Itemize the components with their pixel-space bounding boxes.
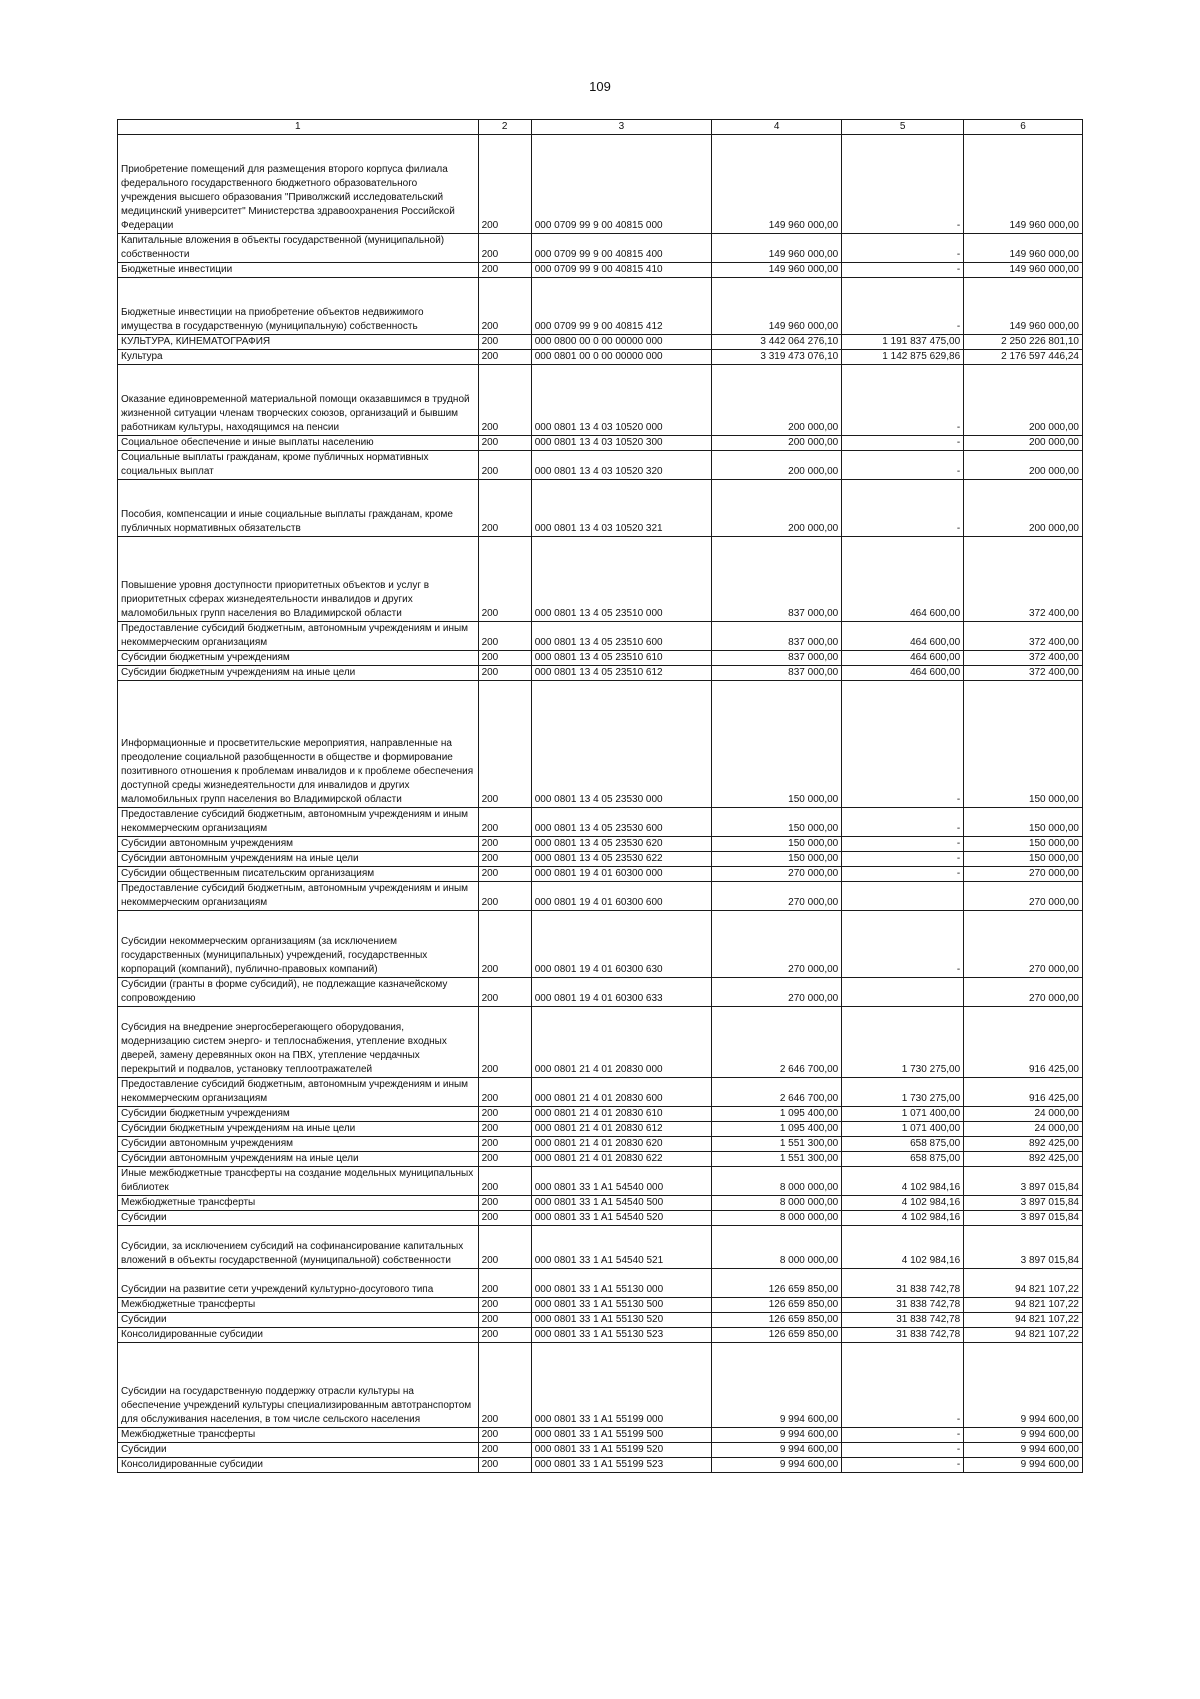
row-value-col6: 200 000,00 bbox=[964, 451, 1083, 480]
row-value-col6: 916 425,00 bbox=[964, 1007, 1083, 1078]
row-name-cell: Межбюджетные трансферты bbox=[118, 1428, 479, 1443]
row-name-cell: Субсидия на внедрение энергосберегающего оборудования, модернизацию систем энерго- и теплоснабжения, утепление входных дверей, замену деревянных окон на ПВХ, утепление чердачных перекрытий и подвалов, установку теплоотражателей bbox=[118, 1007, 479, 1078]
row-value-col6: 150 000,00 bbox=[964, 808, 1083, 837]
row-value-col5: 1 142 875 629,86 bbox=[842, 350, 964, 365]
row-value-col4: 126 659 850,00 bbox=[711, 1328, 841, 1343]
row-value-col5: - bbox=[842, 867, 964, 882]
row-name-cell: Предоставление субсидий бюджетным, автономным учреждениям и иным некоммерческим организациям bbox=[118, 1078, 479, 1107]
table-row bbox=[118, 335, 1083, 350]
row-value-col4: 1 095 400,00 bbox=[711, 1122, 841, 1137]
row-value-col6: 3 897 015,84 bbox=[964, 1211, 1083, 1226]
table-header bbox=[118, 120, 1083, 135]
row-value-col4: 837 000,00 bbox=[711, 537, 841, 622]
table-body bbox=[118, 135, 1083, 1473]
table-row bbox=[118, 1211, 1083, 1226]
row-code-cell: 200 bbox=[478, 1196, 531, 1211]
row-value-col4: 149 960 000,00 bbox=[711, 234, 841, 263]
row-name-cell: КУЛЬТУРА, КИНЕМАТОГРАФИЯ bbox=[118, 335, 479, 350]
row-name-cell: Культура bbox=[118, 350, 479, 365]
row-kbk-cell: 000 0801 13 4 05 23510 000 bbox=[531, 537, 711, 622]
table-row bbox=[118, 1167, 1083, 1196]
row-value-col5: 4 102 984,16 bbox=[842, 1211, 964, 1226]
row-name-cell: Субсидии автономным учреждениям bbox=[118, 1137, 479, 1152]
row-value-col6: 2 250 226 801,10 bbox=[964, 335, 1083, 350]
row-name-cell: Предоставление субсидий бюджетным, автономным учреждениям и иным некоммерческим организациям bbox=[118, 622, 479, 651]
row-value-col5: - bbox=[842, 1428, 964, 1443]
row-value-col5 bbox=[842, 978, 964, 1007]
row-name-cell: Капитальные вложения в объекты государственной (муниципальной) собственности bbox=[118, 234, 479, 263]
row-value-col6: 24 000,00 bbox=[964, 1122, 1083, 1137]
row-value-col6: 24 000,00 bbox=[964, 1107, 1083, 1122]
row-value-col5: - bbox=[842, 436, 964, 451]
row-kbk-cell: 000 0801 13 4 05 23510 612 bbox=[531, 666, 711, 681]
row-code-cell: 200 bbox=[478, 1152, 531, 1167]
row-value-col4: 150 000,00 bbox=[711, 852, 841, 867]
column-header-4: 4 bbox=[711, 120, 841, 135]
row-code-cell: 200 bbox=[478, 651, 531, 666]
row-code-cell: 200 bbox=[478, 263, 531, 278]
row-value-col5: 464 600,00 bbox=[842, 666, 964, 681]
row-code-cell: 200 bbox=[478, 1078, 531, 1107]
row-value-col5: 31 838 742,78 bbox=[842, 1328, 964, 1343]
table-row bbox=[118, 1458, 1083, 1473]
row-kbk-cell: 000 0709 99 9 00 40815 000 bbox=[531, 135, 711, 234]
row-name-cell: Субсидии bbox=[118, 1443, 479, 1458]
column-header-3: 3 bbox=[531, 120, 711, 135]
row-value-col6: 94 821 107,22 bbox=[964, 1269, 1083, 1298]
row-value-col6: 372 400,00 bbox=[964, 666, 1083, 681]
row-kbk-cell: 000 0801 13 4 05 23510 600 bbox=[531, 622, 711, 651]
row-value-col4: 200 000,00 bbox=[711, 365, 841, 436]
row-value-col5: 658 875,00 bbox=[842, 1152, 964, 1167]
row-code-cell: 200 bbox=[478, 1226, 531, 1269]
row-kbk-cell: 000 0801 13 4 03 10520 300 bbox=[531, 436, 711, 451]
row-value-col6: 3 897 015,84 bbox=[964, 1226, 1083, 1269]
row-value-col6: 270 000,00 bbox=[964, 911, 1083, 978]
row-kbk-cell: 000 0801 13 4 05 23530 620 bbox=[531, 837, 711, 852]
row-value-col6: 916 425,00 bbox=[964, 1078, 1083, 1107]
table-row bbox=[118, 837, 1083, 852]
table-row bbox=[118, 365, 1083, 436]
table-row bbox=[118, 480, 1083, 537]
row-kbk-cell: 000 0800 00 0 00 00000 000 bbox=[531, 335, 711, 350]
row-value-col6: 200 000,00 bbox=[964, 480, 1083, 537]
row-value-col5: - bbox=[842, 852, 964, 867]
row-value-col4: 8 000 000,00 bbox=[711, 1226, 841, 1269]
row-code-cell: 200 bbox=[478, 436, 531, 451]
row-value-col5: - bbox=[842, 911, 964, 978]
row-code-cell: 200 bbox=[478, 1343, 531, 1428]
row-name-cell: Субсидии общественным писательским организациям bbox=[118, 867, 479, 882]
row-name-cell: Информационные и просветительские мероприятия, направленные на преодоление социальной разобщенности в обществе и формирование позитивного отношения к проблемам инвалидов и к проблеме обеспечения доступной среды жизнедеятельности для инвалидов и других маломобильных групп населения во Владимирской области bbox=[118, 681, 479, 808]
row-kbk-cell: 000 0709 99 9 00 40815 400 bbox=[531, 234, 711, 263]
row-code-cell: 200 bbox=[478, 1269, 531, 1298]
row-value-col6: 3 897 015,84 bbox=[964, 1196, 1083, 1211]
row-code-cell: 200 bbox=[478, 335, 531, 350]
table-row bbox=[118, 1443, 1083, 1458]
row-value-col4: 9 994 600,00 bbox=[711, 1428, 841, 1443]
row-name-cell: Субсидии на развитие сети учреждений культурно-досугового типа bbox=[118, 1269, 479, 1298]
row-kbk-cell: 000 0801 33 1 A1 55199 523 bbox=[531, 1458, 711, 1473]
table-row bbox=[118, 1107, 1083, 1122]
row-name-cell: Социальное обеспечение и иные выплаты населению bbox=[118, 436, 479, 451]
row-kbk-cell: 000 0801 33 1 A1 55130 000 bbox=[531, 1269, 711, 1298]
row-name-cell: Пособия, компенсации и иные социальные выплаты гражданам, кроме публичных нормативных обязательств bbox=[118, 480, 479, 537]
row-kbk-cell: 000 0709 99 9 00 40815 412 bbox=[531, 278, 711, 335]
row-value-col6: 94 821 107,22 bbox=[964, 1313, 1083, 1328]
row-value-col4: 9 994 600,00 bbox=[711, 1458, 841, 1473]
table-row bbox=[118, 451, 1083, 480]
row-kbk-cell: 000 0801 33 1 A1 55199 500 bbox=[531, 1428, 711, 1443]
row-value-col6: 150 000,00 bbox=[964, 852, 1083, 867]
column-header-2: 2 bbox=[478, 120, 531, 135]
table-row bbox=[118, 436, 1083, 451]
row-value-col6: 149 960 000,00 bbox=[964, 263, 1083, 278]
row-kbk-cell: 000 0801 33 1 A1 55130 523 bbox=[531, 1328, 711, 1343]
row-value-col4: 150 000,00 bbox=[711, 808, 841, 837]
row-value-col6: 2 176 597 446,24 bbox=[964, 350, 1083, 365]
row-code-cell: 200 bbox=[478, 1122, 531, 1137]
row-value-col4: 270 000,00 bbox=[711, 882, 841, 911]
row-value-col4: 126 659 850,00 bbox=[711, 1269, 841, 1298]
row-kbk-cell: 000 0801 13 4 03 10520 000 bbox=[531, 365, 711, 436]
row-value-col5: - bbox=[842, 1458, 964, 1473]
row-kbk-cell: 000 0801 19 4 01 60300 600 bbox=[531, 882, 711, 911]
row-value-col5: - bbox=[842, 1343, 964, 1428]
row-value-col4: 200 000,00 bbox=[711, 451, 841, 480]
row-value-col6: 892 425,00 bbox=[964, 1137, 1083, 1152]
row-value-col4: 1 551 300,00 bbox=[711, 1152, 841, 1167]
row-value-col5: - bbox=[842, 808, 964, 837]
row-code-cell: 200 bbox=[478, 350, 531, 365]
page-number: 109 bbox=[589, 79, 611, 94]
row-value-col5: - bbox=[842, 263, 964, 278]
row-value-col4: 150 000,00 bbox=[711, 681, 841, 808]
row-code-cell: 200 bbox=[478, 882, 531, 911]
row-code-cell: 200 bbox=[478, 1107, 531, 1122]
row-value-col5: - bbox=[842, 365, 964, 436]
row-name-cell: Социальные выплаты гражданам, кроме публичных нормативных социальных выплат bbox=[118, 451, 479, 480]
row-value-col6: 149 960 000,00 bbox=[964, 135, 1083, 234]
row-value-col4: 200 000,00 bbox=[711, 480, 841, 537]
row-name-cell: Межбюджетные трансферты bbox=[118, 1196, 479, 1211]
row-name-cell: Предоставление субсидий бюджетным, автономным учреждениям и иным некоммерческим организациям bbox=[118, 808, 479, 837]
row-name-cell: Консолидированные субсидии bbox=[118, 1458, 479, 1473]
row-value-col5: 1 730 275,00 bbox=[842, 1078, 964, 1107]
table-row bbox=[118, 911, 1083, 978]
row-kbk-cell: 000 0801 13 4 05 23530 000 bbox=[531, 681, 711, 808]
row-value-col5: 1 191 837 475,00 bbox=[842, 335, 964, 350]
row-value-col4: 270 000,00 bbox=[711, 911, 841, 978]
row-value-col4: 2 646 700,00 bbox=[711, 1007, 841, 1078]
row-value-col4: 1 551 300,00 bbox=[711, 1137, 841, 1152]
row-value-col6: 372 400,00 bbox=[964, 537, 1083, 622]
table-row bbox=[118, 681, 1083, 808]
row-code-cell: 200 bbox=[478, 1328, 531, 1343]
row-kbk-cell: 000 0801 33 1 A1 54540 500 bbox=[531, 1196, 711, 1211]
table-row bbox=[118, 1007, 1083, 1078]
row-value-col5: 1 071 400,00 bbox=[842, 1122, 964, 1137]
row-value-col4: 837 000,00 bbox=[711, 651, 841, 666]
row-value-col5: 31 838 742,78 bbox=[842, 1298, 964, 1313]
row-kbk-cell: 000 0801 21 4 01 20830 620 bbox=[531, 1137, 711, 1152]
row-code-cell: 200 bbox=[478, 1007, 531, 1078]
row-kbk-cell: 000 0801 00 0 00 00000 000 bbox=[531, 350, 711, 365]
row-value-col5: 658 875,00 bbox=[842, 1137, 964, 1152]
row-value-col5: - bbox=[842, 681, 964, 808]
row-value-col5: 4 102 984,16 bbox=[842, 1167, 964, 1196]
row-value-col4: 200 000,00 bbox=[711, 436, 841, 451]
row-code-cell: 200 bbox=[478, 451, 531, 480]
row-kbk-cell: 000 0709 99 9 00 40815 410 bbox=[531, 263, 711, 278]
table-row bbox=[118, 1122, 1083, 1137]
table-row bbox=[118, 1269, 1083, 1298]
row-name-cell: Консолидированные субсидии bbox=[118, 1328, 479, 1343]
row-value-col6: 150 000,00 bbox=[964, 681, 1083, 808]
row-value-col4: 1 095 400,00 bbox=[711, 1107, 841, 1122]
table-row bbox=[118, 350, 1083, 365]
row-kbk-cell: 000 0801 21 4 01 20830 622 bbox=[531, 1152, 711, 1167]
column-header-5: 5 bbox=[842, 120, 964, 135]
table-row bbox=[118, 1328, 1083, 1343]
table-row bbox=[118, 808, 1083, 837]
row-value-col5: 464 600,00 bbox=[842, 651, 964, 666]
row-name-cell: Субсидии (гранты в форме субсидий), не подлежащие казначейскому сопровождению bbox=[118, 978, 479, 1007]
table-row bbox=[118, 135, 1083, 234]
row-name-cell: Субсидии bbox=[118, 1211, 479, 1226]
table-row bbox=[118, 1152, 1083, 1167]
row-name-cell: Субсидии bbox=[118, 1313, 479, 1328]
row-value-col4: 3 442 064 276,10 bbox=[711, 335, 841, 350]
row-name-cell: Субсидии бюджетным учреждениям на иные цели bbox=[118, 1122, 479, 1137]
row-kbk-cell: 000 0801 13 4 03 10520 321 bbox=[531, 480, 711, 537]
row-kbk-cell: 000 0801 19 4 01 60300 000 bbox=[531, 867, 711, 882]
row-value-col4: 8 000 000,00 bbox=[711, 1196, 841, 1211]
row-code-cell: 200 bbox=[478, 622, 531, 651]
row-code-cell: 200 bbox=[478, 1298, 531, 1313]
row-value-col5: - bbox=[842, 480, 964, 537]
row-code-cell: 200 bbox=[478, 234, 531, 263]
row-name-cell: Субсидии автономным учреждениям на иные цели bbox=[118, 1152, 479, 1167]
row-name-cell: Бюджетные инвестиции bbox=[118, 263, 479, 278]
table-row bbox=[118, 234, 1083, 263]
row-code-cell: 200 bbox=[478, 978, 531, 1007]
row-kbk-cell: 000 0801 21 4 01 20830 610 bbox=[531, 1107, 711, 1122]
row-value-col5: - bbox=[842, 1443, 964, 1458]
table-row bbox=[118, 1137, 1083, 1152]
row-code-cell: 200 bbox=[478, 867, 531, 882]
row-value-col6: 3 897 015,84 bbox=[964, 1167, 1083, 1196]
row-value-col4: 149 960 000,00 bbox=[711, 263, 841, 278]
table-row bbox=[118, 978, 1083, 1007]
row-kbk-cell: 000 0801 13 4 05 23530 600 bbox=[531, 808, 711, 837]
row-name-cell: Повышение уровня доступности приоритетных объектов и услуг в приоритетных сферах жизнедеятельности инвалидов и других маломобильных групп населения во Владимирской области bbox=[118, 537, 479, 622]
row-code-cell: 200 bbox=[478, 480, 531, 537]
row-code-cell: 200 bbox=[478, 911, 531, 978]
row-name-cell: Предоставление субсидий бюджетным, автономным учреждениям и иным некоммерческим организациям bbox=[118, 882, 479, 911]
row-kbk-cell: 000 0801 21 4 01 20830 600 bbox=[531, 1078, 711, 1107]
table-row bbox=[118, 1343, 1083, 1428]
row-name-cell: Субсидии на государственную поддержку отрасли культуры на обеспечение учреждений культуры специализированным автотранспортом для обслуживания населения, в том числе сельского населения bbox=[118, 1343, 479, 1428]
row-code-cell: 200 bbox=[478, 537, 531, 622]
table-row bbox=[118, 278, 1083, 335]
row-value-col6: 9 994 600,00 bbox=[964, 1428, 1083, 1443]
row-value-col6: 149 960 000,00 bbox=[964, 278, 1083, 335]
row-name-cell: Субсидии автономным учреждениям на иные цели bbox=[118, 852, 479, 867]
row-name-cell: Иные межбюджетные трансферты на создание модельных муниципальных библиотек bbox=[118, 1167, 479, 1196]
row-value-col6: 9 994 600,00 bbox=[964, 1443, 1083, 1458]
row-kbk-cell: 000 0801 33 1 A1 55199 000 bbox=[531, 1343, 711, 1428]
row-code-cell: 200 bbox=[478, 1211, 531, 1226]
row-value-col5 bbox=[842, 882, 964, 911]
row-code-cell: 200 bbox=[478, 1167, 531, 1196]
row-value-col6: 270 000,00 bbox=[964, 882, 1083, 911]
row-value-col6: 270 000,00 bbox=[964, 978, 1083, 1007]
row-value-col5: 4 102 984,16 bbox=[842, 1196, 964, 1211]
column-header-1: 1 bbox=[118, 120, 479, 135]
table-row bbox=[118, 1313, 1083, 1328]
row-value-col6: 892 425,00 bbox=[964, 1152, 1083, 1167]
row-value-col4: 150 000,00 bbox=[711, 837, 841, 852]
row-value-col5: 4 102 984,16 bbox=[842, 1226, 964, 1269]
table-row bbox=[118, 1226, 1083, 1269]
row-value-col5: - bbox=[842, 135, 964, 234]
row-value-col4: 9 994 600,00 bbox=[711, 1343, 841, 1428]
row-value-col4: 837 000,00 bbox=[711, 666, 841, 681]
table-row bbox=[118, 882, 1083, 911]
row-code-cell: 200 bbox=[478, 1443, 531, 1458]
row-code-cell: 200 bbox=[478, 666, 531, 681]
table-row bbox=[118, 1428, 1083, 1443]
row-value-col4: 837 000,00 bbox=[711, 622, 841, 651]
row-value-col5: 31 838 742,78 bbox=[842, 1313, 964, 1328]
row-code-cell: 200 bbox=[478, 1458, 531, 1473]
row-value-col6: 200 000,00 bbox=[964, 365, 1083, 436]
row-name-cell: Субсидии некоммерческим организациям (за исключением государственных (муниципальных) учреждений, государственных корпораций (компаний), публично-правовых компаний) bbox=[118, 911, 479, 978]
row-name-cell: Субсидии бюджетным учреждениям на иные цели bbox=[118, 666, 479, 681]
row-kbk-cell: 000 0801 33 1 A1 55199 520 bbox=[531, 1443, 711, 1458]
row-name-cell: Субсидии бюджетным учреждениям bbox=[118, 1107, 479, 1122]
row-value-col5: - bbox=[842, 234, 964, 263]
row-value-col4: 270 000,00 bbox=[711, 978, 841, 1007]
row-value-col6: 149 960 000,00 bbox=[964, 234, 1083, 263]
row-value-col4: 8 000 000,00 bbox=[711, 1167, 841, 1196]
row-kbk-cell: 000 0801 19 4 01 60300 630 bbox=[531, 911, 711, 978]
row-value-col4: 8 000 000,00 bbox=[711, 1211, 841, 1226]
table-row bbox=[118, 666, 1083, 681]
table-row bbox=[118, 867, 1083, 882]
row-kbk-cell: 000 0801 21 4 01 20830 000 bbox=[531, 1007, 711, 1078]
row-kbk-cell: 000 0801 19 4 01 60300 633 bbox=[531, 978, 711, 1007]
row-value-col4: 149 960 000,00 bbox=[711, 135, 841, 234]
row-name-cell: Приобретение помещений для размещения второго корпуса филиала федерального государственного бюджетного образовательного учреждения высшего образования "Приволжский исследовательский медицинский университет" Министерства здравоохранения Российской Федерации bbox=[118, 135, 479, 234]
row-value-col5: 31 838 742,78 bbox=[842, 1269, 964, 1298]
row-kbk-cell: 000 0801 33 1 A1 54540 521 bbox=[531, 1226, 711, 1269]
table-row bbox=[118, 537, 1083, 622]
row-value-col5: 464 600,00 bbox=[842, 622, 964, 651]
row-value-col4: 2 646 700,00 bbox=[711, 1078, 841, 1107]
row-code-cell: 200 bbox=[478, 852, 531, 867]
row-value-col6: 94 821 107,22 bbox=[964, 1298, 1083, 1313]
row-value-col5: - bbox=[842, 278, 964, 335]
row-kbk-cell: 000 0801 13 4 05 23530 622 bbox=[531, 852, 711, 867]
row-value-col5: 1 071 400,00 bbox=[842, 1107, 964, 1122]
budget-table bbox=[117, 119, 1083, 1473]
table-row bbox=[118, 651, 1083, 666]
row-code-cell: 200 bbox=[478, 278, 531, 335]
row-value-col6: 9 994 600,00 bbox=[964, 1458, 1083, 1473]
row-kbk-cell: 000 0801 21 4 01 20830 612 bbox=[531, 1122, 711, 1137]
row-value-col4: 126 659 850,00 bbox=[711, 1313, 841, 1328]
row-value-col5: 464 600,00 bbox=[842, 537, 964, 622]
row-kbk-cell: 000 0801 33 1 A1 54540 520 bbox=[531, 1211, 711, 1226]
row-code-cell: 200 bbox=[478, 1428, 531, 1443]
table-row bbox=[118, 622, 1083, 651]
row-value-col6: 270 000,00 bbox=[964, 867, 1083, 882]
row-code-cell: 200 bbox=[478, 1137, 531, 1152]
row-kbk-cell: 000 0801 33 1 A1 55130 500 bbox=[531, 1298, 711, 1313]
row-value-col5: - bbox=[842, 451, 964, 480]
row-value-col4: 3 319 473 076,10 bbox=[711, 350, 841, 365]
row-name-cell: Субсидии автономным учреждениям bbox=[118, 837, 479, 852]
row-value-col6: 94 821 107,22 bbox=[964, 1328, 1083, 1343]
row-value-col6: 372 400,00 bbox=[964, 651, 1083, 666]
row-value-col4: 9 994 600,00 bbox=[711, 1443, 841, 1458]
row-kbk-cell: 000 0801 33 1 A1 55130 520 bbox=[531, 1313, 711, 1328]
row-value-col4: 149 960 000,00 bbox=[711, 278, 841, 335]
row-kbk-cell: 000 0801 13 4 05 23510 610 bbox=[531, 651, 711, 666]
table-row bbox=[118, 1298, 1083, 1313]
table-row bbox=[118, 852, 1083, 867]
row-code-cell: 200 bbox=[478, 681, 531, 808]
row-value-col5: - bbox=[842, 837, 964, 852]
row-name-cell: Межбюджетные трансферты bbox=[118, 1298, 479, 1313]
row-name-cell: Бюджетные инвестиции на приобретение объектов недвижимого имущества в государственную (муниципальную) собственность bbox=[118, 278, 479, 335]
table-row bbox=[118, 1078, 1083, 1107]
row-code-cell: 200 bbox=[478, 135, 531, 234]
table-row bbox=[118, 1196, 1083, 1211]
row-value-col6: 150 000,00 bbox=[964, 837, 1083, 852]
row-name-cell: Субсидии бюджетным учреждениям bbox=[118, 651, 479, 666]
row-code-cell: 200 bbox=[478, 808, 531, 837]
row-name-cell: Субсидии, за исключением субсидий на софинансирование капитальных вложений в объекты государственной (муниципальной) собственности bbox=[118, 1226, 479, 1269]
row-code-cell: 200 bbox=[478, 837, 531, 852]
row-value-col6: 9 994 600,00 bbox=[964, 1343, 1083, 1428]
row-kbk-cell: 000 0801 33 1 A1 54540 000 bbox=[531, 1167, 711, 1196]
row-code-cell: 200 bbox=[478, 365, 531, 436]
column-header-6: 6 bbox=[964, 120, 1083, 135]
row-code-cell: 200 bbox=[478, 1313, 531, 1328]
row-value-col4: 126 659 850,00 bbox=[711, 1298, 841, 1313]
row-value-col5: 1 730 275,00 bbox=[842, 1007, 964, 1078]
row-value-col6: 372 400,00 bbox=[964, 622, 1083, 651]
row-name-cell: Оказание единовременной материальной помощи оказавшимся в трудной жизненной ситуации членам творческих союзов, организаций и бывшим работникам культуры, находящимся на пенсии bbox=[118, 365, 479, 436]
table-row bbox=[118, 263, 1083, 278]
row-value-col4: 270 000,00 bbox=[711, 867, 841, 882]
row-value-col6: 200 000,00 bbox=[964, 436, 1083, 451]
row-kbk-cell: 000 0801 13 4 03 10520 320 bbox=[531, 451, 711, 480]
